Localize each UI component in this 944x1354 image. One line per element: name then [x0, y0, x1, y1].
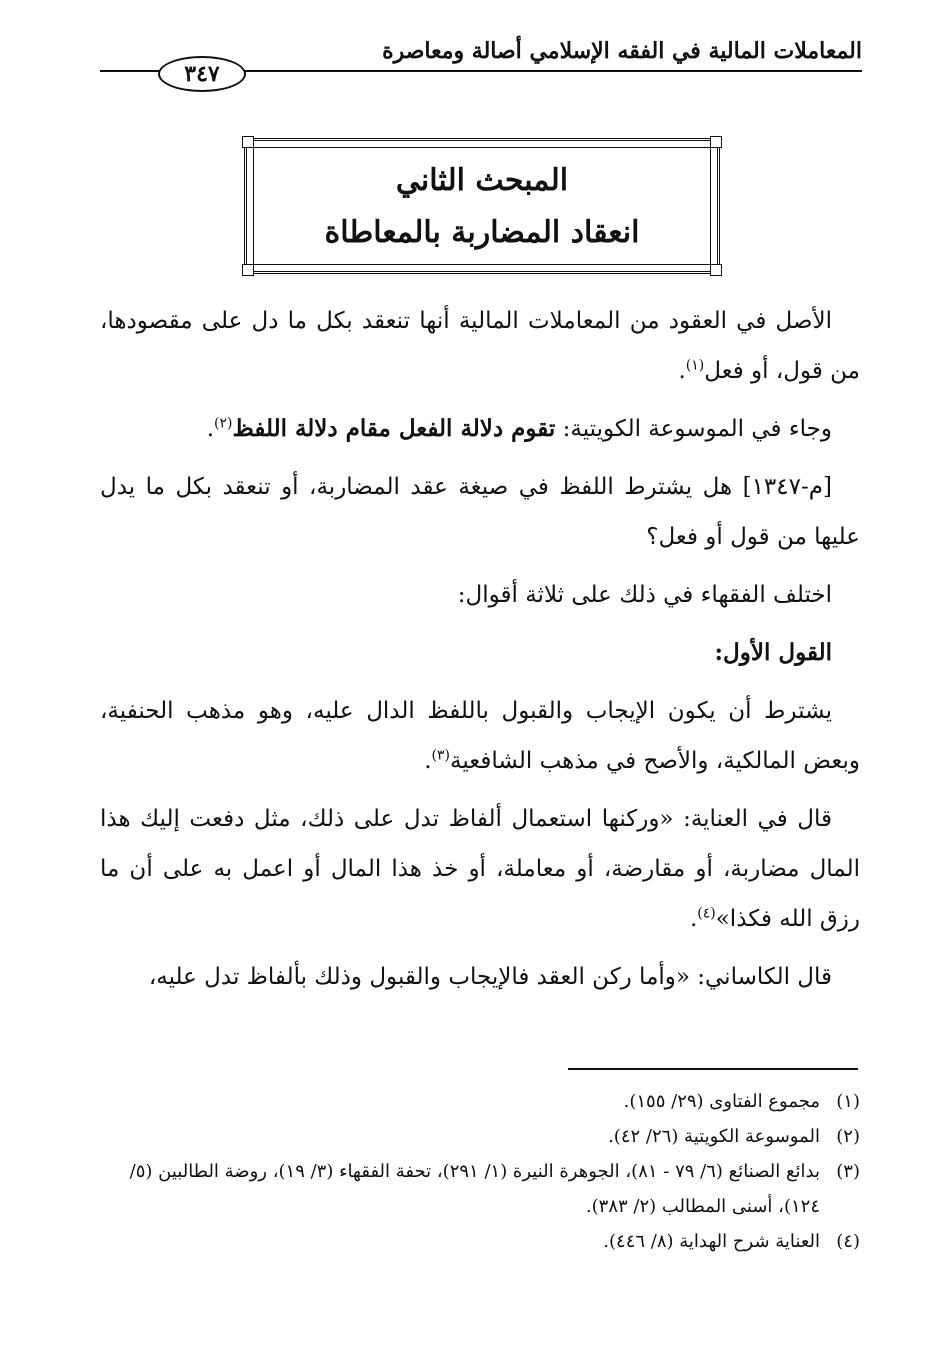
footnote-item [100, 1154, 860, 1224]
paragraph-3-question: [م-١٣٤٧] هل يشترط اللفظ في صيغة عقد المضاربة، أو تنعقد بكل ما يدل عليها من قول أو فعل؟ [100, 474, 860, 550]
paragraph-1-end: . [678, 358, 686, 384]
first-opinion-heading: القول الأول: [714, 639, 832, 666]
paragraph-4: اختلف الفقهاء في ذلك على ثلاثة أقوال: [457, 582, 832, 608]
paragraph-7-end: . [689, 906, 698, 932]
paragraph-6-end: . [424, 748, 432, 774]
paragraph-2-end: . [206, 416, 215, 442]
section-subtitle: انعقاد المضاربة بالمعاطاة [324, 215, 640, 250]
paragraph-6-text: يشترط أن يكون الإيجاب والقبول باللفظ الدال عليه، وهو مذهب الحنفية، وبعض المالكية، والأصح في مذهب الشافعية [100, 698, 860, 774]
paragraph-8: قال الكاساني: «وأما ركن العقد فالإيجاب والقبول وذلك بألفاظ تدل عليه، [148, 964, 832, 990]
paragraph-7-text: قال في العناية: «وركنها استعمال ألفاظ تدل على ذلك، مثل دفعت إليك هذا المال مضاربة، أو مقارضة، أو معاملة، أو خذ هذا المال أو اعمل به على أن ما رزق الله فكذا» [100, 806, 860, 932]
paragraph-1-text: الأصل في العقود من المعاملات المالية أنها تنعقد بكل ما دل على مقصودها، من قول، أو فعل [100, 308, 860, 384]
paragraph-2 [100, 404, 860, 454]
footnote-number: (١) [836, 1091, 860, 1112]
body-text [100, 296, 860, 1010]
frame-corner-ornament [242, 136, 254, 148]
frame-corner-ornament [710, 136, 722, 148]
page-number-badge: ٣٤٧ [158, 56, 246, 92]
footnote-number: (٢) [836, 1126, 860, 1147]
footnote-ref-4[interactable]: (٤) [697, 905, 716, 922]
footnote-item [100, 1084, 860, 1119]
footnote-item [100, 1119, 860, 1154]
paragraph-2-quote: تقوم دلالة الفعل مقام دلالة اللفظ [232, 415, 556, 442]
footnote-text: مجموع الفتاوى (٢٩/ ١٥٥). [623, 1091, 820, 1112]
footnote-text: الموسوعة الكويتية (٢٦/ ٤٢). [608, 1126, 820, 1147]
footnote-ref-1[interactable]: (١) [685, 357, 705, 374]
paragraph-2-lead: وجاء في الموسوعة الكويتية: [555, 416, 832, 442]
running-header-title: المعاملات المالية في الفقه الإسلامي أصالة ومعاصرة [382, 38, 862, 64]
footnote-text: بدائع الصنائع (٦/ ٧٩ - ٨١)، الجوهرة النيرة (١/ ٢٩١)، تحفة الفقهاء (٣/ ١٩)، روضة الطالبين (٥/ ١٢٤)، أسنى المطالب (٢/ ٣٨٣). [129, 1161, 820, 1217]
paragraph-6 [100, 686, 860, 786]
section-title-frame [244, 138, 720, 274]
footnote-ref-2[interactable]: (٢) [214, 415, 233, 432]
footnote-number: (٣) [836, 1161, 860, 1182]
frame-corner-ornament [710, 264, 722, 276]
section-title: المبحث الثاني [395, 163, 569, 198]
footnote-ref-3[interactable]: (٣) [431, 747, 450, 764]
paragraph-7 [100, 794, 860, 944]
footnotes-list [100, 1084, 860, 1259]
footnote-item [100, 1224, 860, 1259]
paragraph-1 [100, 296, 860, 396]
footnote-number: (٤) [836, 1231, 860, 1252]
footnote-separator [568, 1068, 858, 1070]
footnote-text: العناية شرح الهداية (٨/ ٤٤٦). [603, 1231, 820, 1252]
frame-corner-ornament [242, 264, 254, 276]
